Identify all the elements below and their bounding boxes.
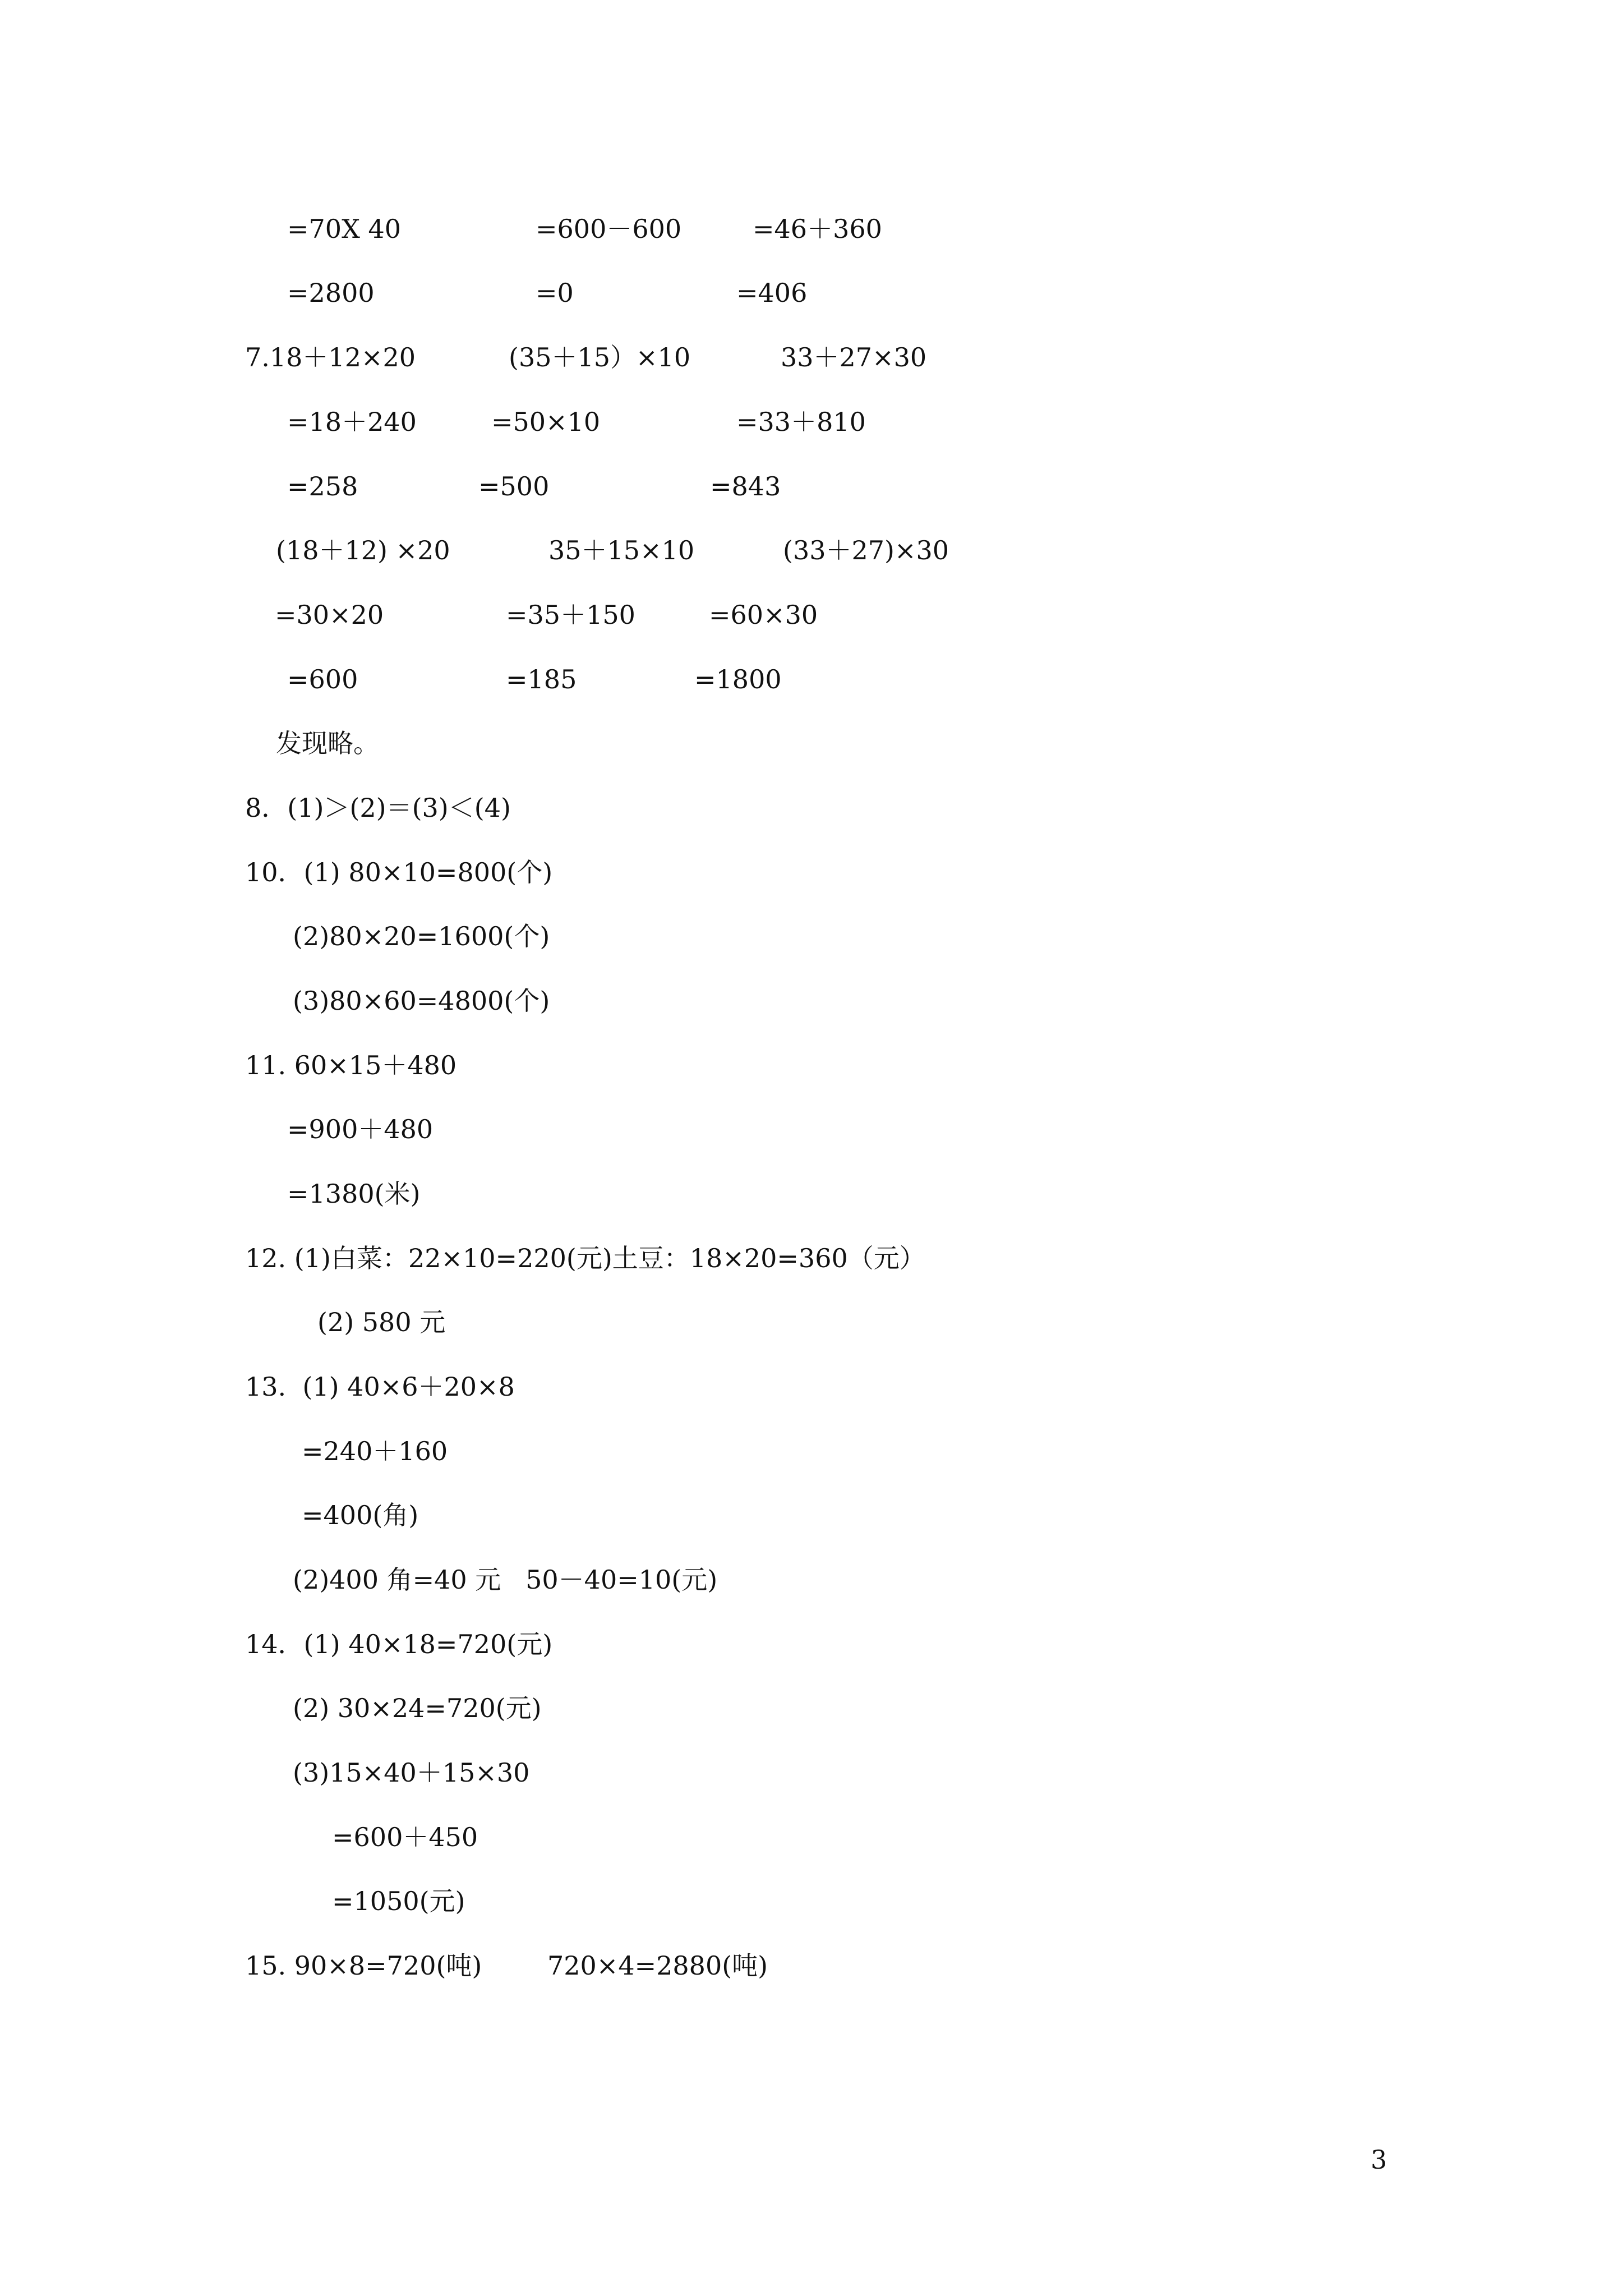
answer-line: =35＋150 [506, 600, 635, 630]
answer-line: =600＋450 [332, 1822, 478, 1852]
question-10-line: 10．(1) 80×10=800(个) [245, 857, 553, 887]
answer-line: =33＋810 [736, 407, 866, 437]
question-8-line: 8．(1)＞(2)＝(3)＜(4) [245, 793, 511, 823]
answer-line: =406 [736, 278, 808, 308]
question-11-line: 11. 60×15＋480 [245, 1050, 457, 1080]
question-14-line: 14．(1) 40×18=720(元) [245, 1629, 553, 1659]
answer-line: =60×30 [709, 600, 818, 630]
answer-line: =1800 [694, 664, 782, 694]
answer-line: =70X 40 [287, 214, 401, 244]
answer-line: =900＋480 [287, 1114, 434, 1144]
page-number: 3 [1371, 2145, 1387, 2175]
answer-line: =400(角) [302, 1500, 419, 1530]
answer-line: (35＋15）×10 [509, 342, 691, 372]
answer-line: (2) 580 元 [317, 1307, 446, 1337]
answer-line: =30×20 [275, 600, 384, 630]
answer-line: (3)15×40＋15×30 [293, 1757, 530, 1788]
answer-line: =600 [287, 664, 358, 694]
answer-line: =0 [536, 278, 574, 308]
answer-line: 720×4=2880(吨) [547, 1950, 768, 1981]
answer-line: =185 [506, 664, 577, 694]
answer-line: =18＋240 [287, 407, 417, 437]
answer-line: 35＋15×10 [548, 535, 695, 565]
answer-line: (18＋12) ×20 [276, 535, 450, 565]
question-7-line: 7.18＋12×20 [245, 342, 416, 372]
answer-line: 33＋27×30 [781, 342, 927, 372]
answer-line: =2800 [287, 278, 375, 308]
answer-line: =258 [287, 471, 358, 501]
answer-line: =46＋360 [753, 214, 882, 244]
answer-line: =1050(元) [332, 1886, 465, 1916]
answer-line: (33＋27)×30 [783, 535, 949, 565]
answer-note: 发现略。 [276, 728, 379, 758]
answer-line: =240＋160 [302, 1436, 448, 1466]
answer-line: =1380(米) [287, 1179, 421, 1209]
answer-line: =500 [478, 471, 550, 501]
answer-line: (3)80×60=4800(个) [293, 986, 550, 1016]
answer-line: (2) 30×24=720(元) [293, 1693, 542, 1723]
question-13-line: 13. (1) 40×6＋20×8 [245, 1372, 515, 1402]
answer-line: (2)80×20=1600(个) [293, 921, 550, 951]
question-15-line: 15. 90×8=720(吨) [245, 1950, 482, 1981]
answer-line: =50×10 [491, 407, 601, 437]
answer-line: (2)400 角=40 元 50－40=10(元) [293, 1565, 718, 1595]
question-12-line: 12. (1)白菜：22×10=220(元)土豆：18×20=360（元） [245, 1243, 925, 1273]
answer-line: =843 [710, 471, 781, 501]
answer-line: =600－600 [536, 214, 682, 244]
